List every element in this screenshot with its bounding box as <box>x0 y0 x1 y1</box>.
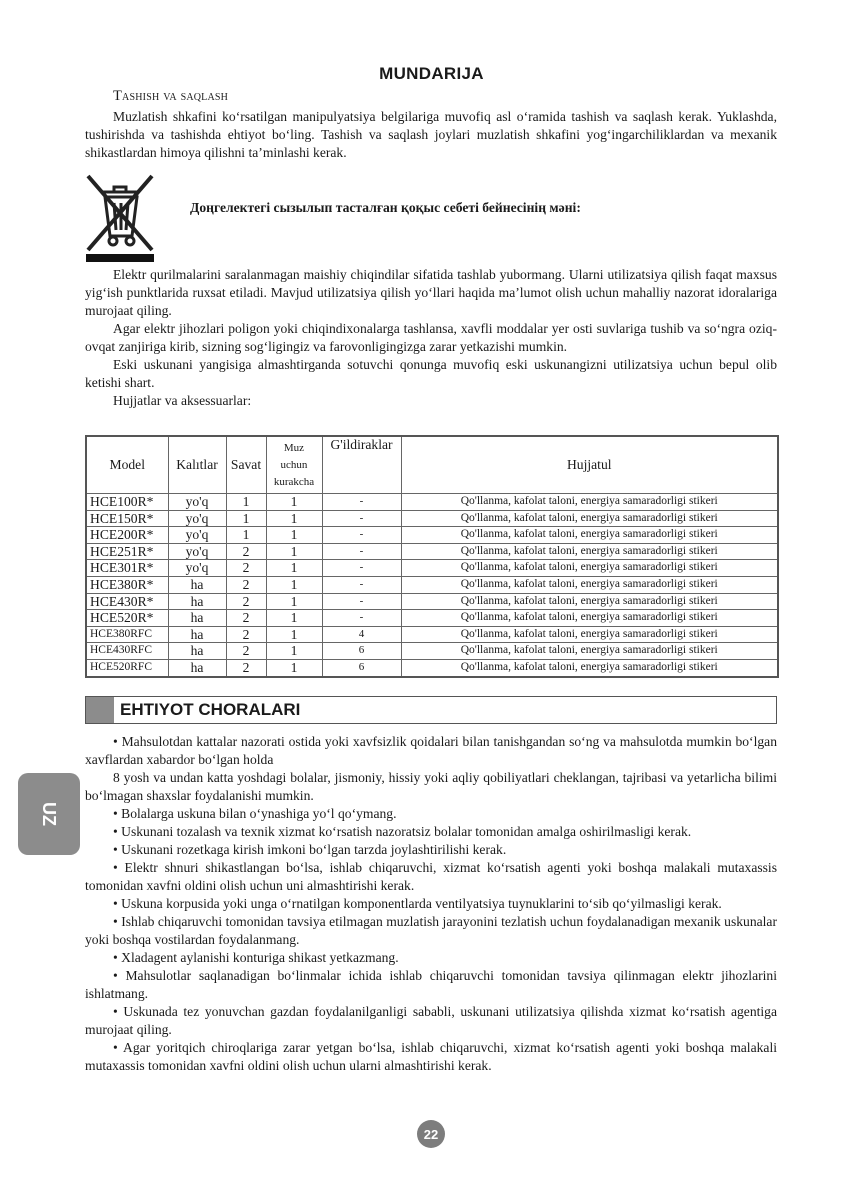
table-cell: 1 <box>266 527 322 544</box>
precaution-item: • Xladagent aylanishi konturiga shikast yetkazmang. <box>113 950 399 965</box>
disposal-paragraph-3: Eski uskunani yangisiga almashtirganda sotuvchi qonunga muvofiq eski uskunangizni utilizatsiya uchun bepul olib ketishi shart. <box>85 357 777 390</box>
header-muz-line2: uchun <box>280 458 308 471</box>
table-cell: HCE430R* <box>86 593 168 610</box>
table-cell: yo'q <box>168 510 226 527</box>
table-cell: 1 <box>266 560 322 577</box>
disposal-paragraph-1: Elektr qurilmalarini saralanmagan maishiy chiqindilar sifatida tashlab yubormang. Ularni utilizatsiya qilish faqat maxsus yig‘ish punktlarida ruxsat etiladi. Mavjud utilizatsiya qilish yo‘llari haqida ma’lumot olish uchun mahalliy nazorat idoralariga murojaat qiling. <box>85 267 777 318</box>
precaution-item: • Mahsulotlar saqlanadigan bo‘linmalar ichida ishlab chiqaruvchi tomonidan tavsiya qilinmagan elektr jihozlarini ishlatmang. <box>85 968 777 1001</box>
table-cell: ha <box>168 610 226 627</box>
table-cell: 1 <box>226 527 266 544</box>
precaution-item: 8 yosh va undan katta yoshdagi bolalar, jismoniy, hissiy yoki aqliy qobiliyatlari cheklangan, tajribasi va yetarlicha bilimi bo‘lmagan shaxslar foydalanishi mumkin. <box>85 770 777 803</box>
table-cell: HCE100R* <box>86 494 168 511</box>
table-cell: yo'q <box>168 543 226 560</box>
precaution-item: • Elektr shnuri shikastlangan bo‘lsa, ishlab chiqaruvchi, xizmat ko‘rsatish agenti yoki boshqa malakali mutaxassis tomonidan xavfni oldini olish uchun uni almashtirishi kerak. <box>85 860 777 893</box>
header-muz-uchun-kurakcha <box>266 436 322 494</box>
table-cell: Qo'llanma, kafolat taloni, energiya samaradorligi stikeri <box>401 560 778 577</box>
table-row <box>86 659 778 676</box>
table-row <box>86 527 778 544</box>
table-cell: 1 <box>266 643 322 660</box>
table-cell: Qo'llanma, kafolat taloni, energiya samaradorligi stikeri <box>401 527 778 544</box>
precaution-item: • Uskunani tozalash va texnik xizmat ko‘rsatish nazoratsiz bolalar tomonidan amalga oshirilmasligi kerak. <box>113 824 692 839</box>
table-cell: 1 <box>226 510 266 527</box>
table-cell: Qo'llanma, kafolat taloni, energiya samaradorligi stikeri <box>401 659 778 676</box>
header-hujjatul: Hujjatul <box>401 436 778 494</box>
table-cell: - <box>322 593 401 610</box>
table-row <box>86 494 778 511</box>
disposal-paragraphs <box>85 266 777 410</box>
table-cell: yo'q <box>168 560 226 577</box>
table-cell: - <box>322 510 401 527</box>
table-cell: Qo'llanma, kafolat taloni, energiya samaradorligi stikeri <box>401 576 778 593</box>
header-kalitlar: Kalıtlar <box>168 436 226 494</box>
precaution-item: • Uskunada tez yonuvchan gazdan foydalanilganligi sababli, uskunani utilizatsiya qilishda xizmat ko‘rsatish agentiga murojaat qiling. <box>85 1004 777 1037</box>
precaution-item: • Mahsulotdan kattalar nazorati ostida yoki xavfsizlik qoidalari bilan tanishgandan so‘ng va mahsulotda mumkin bo‘lgan xavflardan xabardor bo‘lgan holda <box>85 734 777 767</box>
table-cell: 1 <box>266 610 322 627</box>
table-cell: 6 <box>322 643 401 660</box>
table-cell: HCE301R* <box>86 560 168 577</box>
table-cell: HCE200R* <box>86 527 168 544</box>
precaution-item: • Uskuna korpusida yoki unga o‘rnatilgan komponentlarda ventilyatsiya tuynuklarini to‘sib qo‘yilmasligi kerak. <box>113 896 722 911</box>
table-cell: yo'q <box>168 527 226 544</box>
precautions-heading-box <box>85 696 777 724</box>
table-cell: 4 <box>322 626 401 643</box>
table-cell: 1 <box>266 659 322 676</box>
transport-paragraph-block <box>85 108 777 162</box>
table-cell: HCE380RFC <box>86 626 168 643</box>
table-cell: 2 <box>226 659 266 676</box>
precautions-heading: EHTIYOT CHORALARI <box>120 700 301 719</box>
table-cell: 6 <box>322 659 401 676</box>
table-cell: 1 <box>266 494 322 511</box>
disposal-paragraph-4: Hujjatlar va aksessuarlar: <box>113 393 252 408</box>
precaution-item: • Uskunani rozetkaga kirish imkoni bo‘lgan tarzda joylashtirilishi kerak. <box>113 842 507 857</box>
table-row <box>86 510 778 527</box>
table-cell: Qo'llanma, kafolat taloni, energiya samaradorligi stikeri <box>401 543 778 560</box>
table-cell: 1 <box>266 593 322 610</box>
table-cell: 1 <box>226 494 266 511</box>
table-cell: - <box>322 527 401 544</box>
table-row <box>86 593 778 610</box>
table-cell: - <box>322 494 401 511</box>
table-cell: - <box>322 576 401 593</box>
table-cell: - <box>322 610 401 627</box>
table-cell: ha <box>168 626 226 643</box>
precautions-paragraphs <box>85 733 777 1075</box>
precaution-item: • Bolalarga uskuna bilan o‘ynashiga yo‘l qo‘ymang. <box>113 806 397 821</box>
header-savat: Savat <box>226 436 266 494</box>
table-cell: 1 <box>266 626 322 643</box>
table-cell: - <box>322 560 401 577</box>
table-row <box>86 643 778 660</box>
table-row <box>86 626 778 643</box>
precaution-item: • Agar yoritqich chiroqlariga zarar yetgan bo‘lsa, ishlab chiqaruvchi, xizmat ko‘rsatish agenti yoki boshqa malakali mutaxassis tomonidan xavfni oldini olish uchun ularni almashtirishi kerak. <box>85 1040 777 1073</box>
table-cell: Qo'llanma, kafolat taloni, energiya samaradorligi stikeri <box>401 610 778 627</box>
table-cell: 2 <box>226 643 266 660</box>
transport-paragraph: Muzlatish shkafini ko‘rsatilgan manipulyatsiya belgilariga muvofiq asl o‘ramida tashish va saqlash kerak. Yuklashda, tushirishda va tashishda ehtiyot bo‘ling. Tashish va saqlash joylari muzlatish shkafini yog‘ingarchiliklardan va mexanik shikastlardan himoya qilishni ta’minlashi kerak. <box>85 109 777 160</box>
table-cell: - <box>322 543 401 560</box>
table-cell: 2 <box>226 626 266 643</box>
table-cell: 1 <box>266 510 322 527</box>
precaution-item: • Ishlab chiqaruvchi tomonidan tavsiya etilmagan muzlatish jarayonini tezlatish uchun foydalanadigan mexanik uskunalar yoki boshqa vostilardan foydalanmang. <box>85 914 777 947</box>
table-cell: Qo'llanma, kafolat taloni, energiya samaradorligi stikeri <box>401 626 778 643</box>
table-cell: ha <box>168 576 226 593</box>
table-row <box>86 576 778 593</box>
table-cell: HCE520RFC <box>86 659 168 676</box>
language-tab <box>18 773 80 855</box>
page-title: MUNDARIJA <box>379 64 484 83</box>
table-cell: yo'q <box>168 494 226 511</box>
table-cell: 1 <box>266 543 322 560</box>
table-cell: 2 <box>226 560 266 577</box>
table-cell: Qo'llanma, kafolat taloni, energiya samaradorligi stikeri <box>401 643 778 660</box>
weee-caption: Доңгелектегі сызылып тасталған қоқыс себеті бейнесінің мәні: <box>190 200 581 215</box>
table-row <box>86 560 778 577</box>
table-cell: HCE150R* <box>86 510 168 527</box>
table-cell: ha <box>168 593 226 610</box>
table-cell: ha <box>168 643 226 660</box>
table-cell: 2 <box>226 610 266 627</box>
table-cell: HCE430RFC <box>86 643 168 660</box>
disposal-paragraph-2: Agar elektr jihozlari poligon yoki chiqindixonalarga tashlansa, xavfli moddalar yer osti suvlariga tushib va so‘ngra oziq-ovqat zanjiriga kirib, sizning sog‘ligingiz va farovonligingizga zarar yetkazishi mumkin. <box>85 321 777 354</box>
accessories-table-body <box>86 494 778 677</box>
table-cell: 2 <box>226 576 266 593</box>
table-row <box>86 543 778 560</box>
accessories-table <box>85 435 779 678</box>
table-cell: Qo'llanma, kafolat taloni, energiya samaradorligi stikeri <box>401 494 778 511</box>
language-tab-label: UZ <box>39 802 60 826</box>
table-header-row <box>86 436 778 494</box>
table-cell: 2 <box>226 543 266 560</box>
table-cell: ha <box>168 659 226 676</box>
header-muz-line1: Muz <box>283 441 305 454</box>
crossed-out-wheelie-bin-icon <box>84 170 156 262</box>
header-gildiraklar: G'ildiraklar <box>322 436 401 494</box>
table-cell: 2 <box>226 593 266 610</box>
table-row <box>86 610 778 627</box>
table-cell: Qo'llanma, kafolat taloni, energiya samaradorligi stikeri <box>401 510 778 527</box>
table-cell: HCE251R* <box>86 543 168 560</box>
section-heading-transport: Tashish va saqlash <box>113 88 229 104</box>
page-number: 22 <box>417 1120 445 1148</box>
table-cell: Qo'llanma, kafolat taloni, energiya samaradorligi stikeri <box>401 593 778 610</box>
table-cell: 1 <box>266 576 322 593</box>
table-cell: HCE520R* <box>86 610 168 627</box>
header-muz-line3: kurakcha <box>273 475 315 488</box>
table-cell: HCE380R* <box>86 576 168 593</box>
heading-accent-bar <box>86 697 114 723</box>
header-model: Model <box>86 436 168 494</box>
